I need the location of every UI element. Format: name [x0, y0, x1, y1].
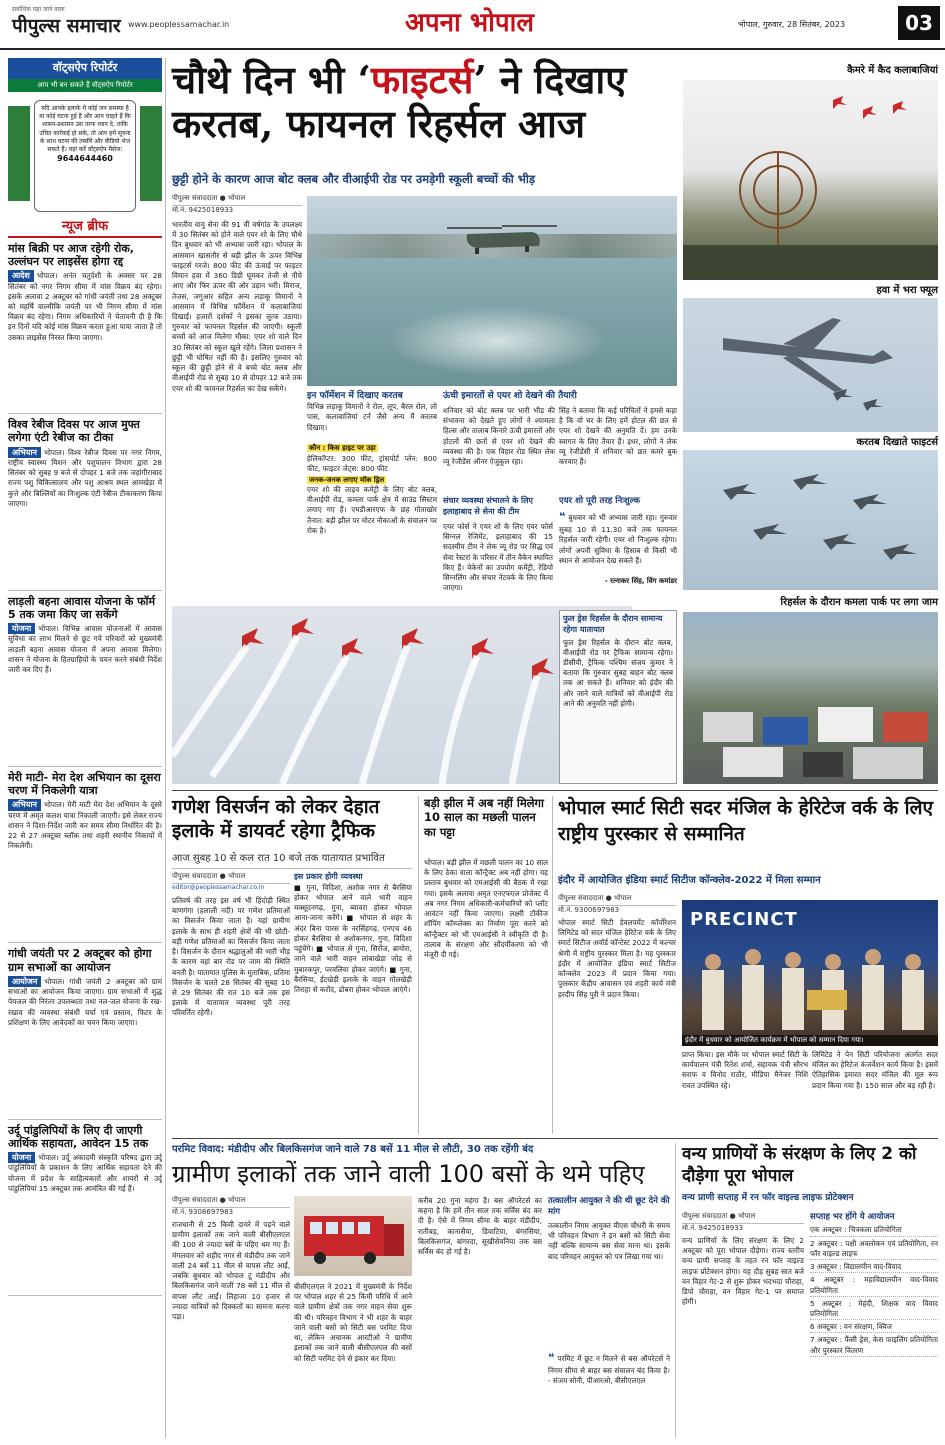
schedule-item: 6 अक्टूबर : वन संरक्षण, क्विज: [810, 1322, 938, 1333]
brief-tag: अभियान: [8, 799, 41, 810]
schedule-item: 5 अक्टूबर : मेहंदी, शिक्षक वाद विवाद प्रतियोगिता: [810, 1299, 938, 1320]
brief-headline: मेरी माटी- मेरा देश अभियान का दूसरा चरण में निकलेगी यात्रा: [8, 770, 161, 798]
wildlife-body: वन्य प्राणियों के लिए संरक्षण के लिए 2 अक्टूबर को पूरा भोपाल दौड़ेगा। राज्य स्तरीय वन्य प्राणी सप्ताह के तहत रन फॉर वाइल्ड लाइफ प्रोटेक्शन होगा। यह दौड़ सुबह सात बजे वन विहार गेट-2 से शुरू होकर भदभदा चौराहा, डिपो चौराहा, वन विहार गेट-1 पर समाप्त होगी।: [682, 1236, 804, 1307]
lead-subhead: छुट्टी होने के कारण आज बोट क्लब और वीआईपी रोड पर उमड़ेगी स्कूली बच्चों की भीड़: [172, 172, 535, 186]
page-number: 03: [898, 6, 940, 40]
smart-subhead: इंदौर में आयोजित इंडिया स्मार्ट सिटीज कॉन्क्लेव-2022 में मिला सम्मान: [558, 875, 821, 886]
brief-headline: उर्दू पांडुलिपियों के लिए दी जाएगी आर्थिक सहायता, आवेदन 15 तक: [8, 1123, 149, 1150]
ganesh-email[interactable]: editor@peoplessamachar.co.in: [172, 884, 265, 892]
brief-headline: लाड़ली बहना आवास योजना के फॉर्म 5 तक जमा किए जा सकेंगे: [8, 594, 156, 621]
wildlife-byline: पीपुल्स संवाददाता ● भोपाल मो.नं. 9425018933: [682, 1212, 804, 1234]
schedule-item: 7 अक्टूबर : फैंसी ड्रेस, केस फाइलिंग प्रतियोगिता और पुरस्कार वितरण: [810, 1335, 938, 1356]
bus-note: ❝ परमिट में छूट न मिलने से बस ऑपरेटर्स ने निगम सीमा से बाहर बस संचालन बंद किया है। - संजय सोनी, पीआरओ, बीसीएलएल: [548, 1351, 670, 1385]
precinct-banner: PRECINCT: [690, 909, 798, 930]
schedule-item: 3 अक्टूबर : विद्यालयीन वाद-विवाद: [810, 1262, 938, 1273]
transport-plane-icon: [683, 298, 938, 432]
smart-body-3: लिमिटेड ने पेन सिटी परियोजना अंतर्गत सदर मंजिल का हेरिटेज कंजर्वेशन कार्य किया है। इसमें ऐतिहासिक इमारत सदर मंजिल की मूल रूप प्रदान किया गया है। 150 साल और बड़ रही है।: [812, 1050, 938, 1090]
dateline: भोपाल, गुरुवार, 28 सितंबर, 2023: [738, 20, 846, 29]
right-caption-top: कैमरे में कैद कलाबाजियां: [847, 65, 938, 76]
traffic-jam-photo: [683, 612, 938, 784]
bus-box: तत्कालीन आयुक्त ने की थी छूट देने की मांग तत्कालीन निगम आयुक्त वीएस चौधरी के समय भी परिवहन विभाग ने इन बसों को सिटी सेवा नहीं बल्कि सामान्य बस सेवा माना था। इसके बाद परिवहन आयुक्त को पत्र लिखा गया था।: [548, 1196, 670, 1261]
ganesh-box: इस प्रकार होगी व्यवस्था ■ गुना, विदिशा, अशोक नगर से बैरसिया होकर भोपाल आने वाले भारी वाहन मक्सूदनगढ़, गुना, ब्यावरा होकर भोपाल आना-जाना करेंगे। ■ भोपाल से शहर के अंदर बिना पारस के नरसिंहगढ़, एनएच 46 होकर बैरसिया से अशोकनगर, गुना, विदिशा पहुंचेंगे। ■ भोपाल से गुना, सिरोंज, ब्रायोरा, जाने वाले भारी वाहन लांबाखेड़ा जोड़ से मुबारकपुर, परवलिया होकर जाएंगे। ■ गुना, बैरसिया, ईटखेड़ी इलाके के वाहन गोलखेड़ी तिराहा से करोंद, ढोबरा होकर भोपाल आएंगे।: [294, 872, 412, 994]
brief-item: [8, 418, 162, 590]
award-photo: [682, 900, 938, 1046]
masthead: [0, 0, 945, 50]
lead-headline: चौथे दिन भी ‘फाइटर्स’ ने दिखाए करतब, फायनल रिहर्सल आज: [172, 57, 627, 146]
wildlife-subhead: वन्य प्राणी सप्ताह में रन फॉर वाइल्ड लाइफ प्रोटेक्शन: [682, 1193, 854, 1203]
smart-headline: भोपाल स्मार्ट सिटी सदर मंजिल के हेरिटेज वर्क के लिए राष्ट्रीय पुरस्कार से सम्मानित: [558, 797, 933, 845]
brief-item: [8, 242, 162, 414]
right-caption-fuel: हवा में भरा फ्यूल: [876, 285, 938, 296]
lake-headline: बड़ी झील में अब नहीं मिलेगा 10 साल का मछली पालन का पट्टा: [424, 796, 544, 839]
brief-body: आदेश भोपाल। अनंत चतुर्दशी के अवसर पर 28 सितंबर को नगर निगम सीमा में मांस विक्रय बंद रहेगा। इसके अलावा 2 अक्टूबर को गांधी जयंती तथा 28 अक्टूबर को महर्षि वाल्मीकि जयंती पर भी निगम सीमा में मांस विक्रय बंद रहेगा। निगम अधिकारियों ने चेतावनी दी है कि इन दिनों यदि कोई मांस विक्रय करता हुआ पाया जाता है तो उसका लाइसेंस निरस्त किया जाएगा।: [8, 271, 162, 342]
brief-item: [8, 771, 162, 943]
ganesh-headline: गणेश विसर्जन को लेकर देहात इलाके में डायवर्ट रहेगा ट्रैफिक: [172, 796, 380, 842]
brand-logo[interactable]: सर्वाधिक पढ़ा जाने वाला पीपुल्स समाचार: [12, 6, 121, 38]
brief-tag: योजना: [8, 1152, 35, 1163]
ganesh-byline: पीपुल्स संवाददाता ● भोपाल editor@peoplessamachar.co.in: [172, 872, 290, 893]
brief-headline: गांधी जयंती पर 2 अक्टूबर को होगा ग्राम सभाओं का आयोजन: [8, 947, 152, 974]
bus-photo: [294, 1196, 412, 1276]
left-sidebar: [8, 58, 162, 1438]
award-photo-caption: इंदौर में बुधवार को आयोजित कार्यक्रम में भोपाल को सम्मान दिया गया।: [682, 1035, 938, 1046]
tower-text-2: सिंह ने बताया कि कई परिचितों ने हमसे कहा है कि वो घर के लिए हमें होटल की छत से एयर शो देखने की अनुमति दें। हम उनके स्वागत के लिए तैयार हैं। इधर, लोगों ने लेक व्यू रेजीडेंसी में शनिवार को छत कमरे बुक करवाए हैं।: [559, 406, 677, 467]
formation-box: इन फॉर्मेशन में दिखाए करतब विभिन्न लड़ाकू विमानों ने रोल, लूप, बैरल रोल, लो पास, कलाबाजियां टर्न जैसे अन्य मैं करतब दिखाए। कौन : किस हाइट पर उड़ा हेलिकॉप्टर: 300 फीट, ट्रांसपोर्ट प्लेन: 800 फीट, फाइटर जेट्स: 800 फीट जनक-जनक लगाए मॉक ड्रिल एयर शो की लाइव कमेंट्री के लिए बोट क्लब, वीआईपी रोड, कमला पार्क क्षेत्र में साउंड सिस्टम लगाए गए हैं। एमडीआरएफ के छह गोताखोर तैनात: बड़ी झील पर मोटर नौकाओं के संचालन पर रोक है।: [307, 391, 437, 535]
crowd-sculpture-photo: [683, 80, 938, 280]
comm-caption: संचार व्यवस्था संभालने के लिए इलाहाबाद से सेना की टीम: [443, 496, 533, 516]
bus-kicker: परमिट विवाद: मंडीदीप और बिलकिसगंज जाने वाले 78 बसें 11 मील से लौटी, 30 तक रहेंगी बंद: [172, 1144, 534, 1155]
wildlife-headline: वन्य प्राणियों के संरक्षण के लिए 2 को दौड़ेगा पूरा भोपाल: [682, 1144, 917, 1187]
tower-text: शनिवार को बोट क्लब पर भारी भीड़ की संभावना को देखते हुए लोगों ने श्यामला हिल्स और तालाब किनारे ऊंची इमारतों और होटलों की छतों से एयर शो देखने की व्यवस्था की है। एक विहार रोड स्थित लेक व्यू रेजीडेंस ऑनर ऐजुकूल रहा।: [443, 406, 555, 467]
section-title: अपना भोपाल: [405, 8, 534, 38]
right-caption-fighters: करतब दिखाते फाइटर्स: [856, 437, 938, 448]
whatsapp-subtitle: आप भी बन सकते हैं वॉट्सऐप रिपोर्टर: [8, 79, 162, 92]
tower-caption: ऊंची इमारतों से एयर शो देखने की तैयारी: [443, 391, 577, 401]
bus-body-3: करीब 20 गुना महंगा है। बस ऑपरेटर्स का कहना है कि हमें तीन साल तक सर्विस बंद कर दी है। ऐसे में निगम सीमा के बाहर मंडीदीप, रातीबड़, कानासैया, डिवाटिया, बंगरसिया, बिलकिसगंज, बांगरदा, सूखीसेवनिया तक बस सर्विस बंद हो गई है।: [418, 1196, 542, 1257]
quote-box: एयर शो पूरी तरह निःशुल्क ❝ बुधवार को भी अभ्यास जारी रहा। गुरुवार सुबह 10 से 11.30 बजे तक फायनल रिहर्सल जारी रहेगी। एयर शो निःशुल्क रहेगा। लोगों अपनी सुविधा के हिसाब से किसी भी स्थान से आयोजन देख सकते हैं। - रत्नाकर सिंह, विंग कमांडर: [559, 496, 677, 586]
brief-body: आयोजन भोपाल। गांधी जयंती 2 अक्टूबर को ग्राम सभाओं का आयोजन किया जाएगा। ग्राम सभाओं में शुद्ध पेयजल की निरंतर उपलब्धता तथा नल-जल योजना के रख-रखाव की व्यवस्था संबंधी चर्चा एवं प्रस्ताव, फिटर के प्रशिक्षण के लिए आवेदकों का चयन किया जाएगा।: [8, 976, 162, 1027]
bus-byline: पीपुल्स संवाददाता ● भोपाल मो.नं. 9308697983: [172, 1196, 290, 1218]
helicopter-icon: [447, 224, 557, 260]
fighters-photo: [683, 450, 938, 590]
smart-body-2: प्राप्त किया। इस मौके पर भोपाल स्मार्ट सिटी के कार्यपालन यंत्री रितेश शर्मा, सहायक यंत्री सौरभ सराफ व विनोद राठौर, मीडिया मैनेजर निशि रावत उपस्थित रहे।: [682, 1050, 808, 1090]
refuel-photo: [683, 298, 938, 432]
schedule-item: 2 अक्टूबर : पक्षी अवलोकन एवं प्रतियोगिता, रन फॉर वाइल्ड लाइफ: [810, 1239, 938, 1260]
traffic-box: फुल ड्रेस रिहर्सल के दौरान सामान्य रहेगा यातायात फुल ड्रेस रिहर्सल के दौरान बोट क्लब, वीआईपी रोड पर ट्रैफिक सामान्य रहेगा। डीसीपी, ट्रैफिक पश्चिम संजय कुमार ने बताया कि गुरुवार सुबह बाहन बोट क्लब तक आ सकते हैं। शनिवार को इंदौर की ओर जाने वाले यात्रियों को वीआईपी रोड आने की अनुमति नहीं होगी।: [559, 610, 677, 784]
brief-body: योजना भोपाल। विभिन्न आवास योजनाओं में आवास सुविधा का लाभ मिलने से छूट गये परिवारों को मुख्यमंत्री लाड़ली बहना आवास योजना में अपना आवास मिलेगा। शासन ने योजना के हितग्राहियों के चयन करने संबंधी निर्देश जारी कर दिए हैं।: [8, 623, 162, 674]
whatsapp-number[interactable]: 9644644460: [57, 153, 113, 163]
people-icon: [682, 940, 938, 1040]
brief-body: अभियान भोपाल। विश्व रेबीज दिवस पर नगर निगम, राष्ट्रीय स्वास्थ्य मिशन और पशुपालन विभाग द्वारा 28 सितंबर को सुबह 9 बजे से दोपहर 1 बजे तक जहांगीराबाद राज्य पशु चिकित्सालय और पशु आश्रय स्थल आमखेड़ा में कुत्ते और बिल्लियों का निःशुल्क एंटी रेबीज टीकाकरण किया जाएगा।: [8, 447, 162, 508]
brief-headline: विश्व रेबीज दिवस पर आज मुफ्त लगेगा एंटी रेबीज का टीका: [8, 418, 140, 445]
brief-item: [8, 595, 162, 767]
brief-body: अभियान भोपाल। मेरी माटी मेरा देश अभियान के दूसरे चरण में अमृत कलश यात्रा निकाली जाएगी। इसे लेकर राज्य शासन ने दिशा-निर्देश जारी कर समय सीमा निर्धारित की है। 22 से 27 अक्टूबर ब्लॉक तथा शहरी स्थानीय निकायों में निकलेगी।: [8, 800, 162, 851]
news-brief-title: न्यूज ब्रीफ: [8, 218, 162, 238]
bus-icon: [294, 1196, 412, 1276]
brief-tag: योजना: [8, 623, 35, 634]
lead-byline-box: पीपुल्स संवाददाता ● भोपाल मो.नं. 9425018933: [172, 194, 302, 216]
website-link[interactable]: www.peoplessamachar.in: [128, 20, 230, 29]
fighter-jets-icon: [683, 450, 938, 590]
brief-item: [8, 947, 162, 1119]
note-quote-icon: ❝: [548, 1351, 555, 1364]
brief-item: [8, 1124, 162, 1296]
whatsapp-title: वॉट्सऐप रिपोर्टर: [8, 58, 162, 79]
whatsapp-note: यदि आपके इलाके में कोई जन समस्या है या कोई घटना हुई है और आप चाहते हैं कि शासन-प्रशासन उस तरफ ध्यान दे, ताकि उचित कार्रवाई हो सके, तो आप हमें सूचना के साथ घटना की तस्वीरें और वीडियो भेज सकते हैं। यहां करें वॉट्सऐप मैसेज: 9644644460: [34, 100, 136, 212]
brief-tag: आयोजन: [8, 976, 41, 987]
brief-tag: आदेश: [8, 270, 34, 281]
whatsapp-box: [8, 96, 162, 216]
wildlife-schedule: सप्ताह भर होंगे ये आयोजन एक अक्टूबर : चित्रकला प्रतियोगिता 2 अक्टूबर : पक्षी अवलोकन एवं प्रतियोगिता, रन फॉर वाइल्ड लाइफ 3 अक्टूबर : विद्यालयीन वाद-विवाद 4 अक्टूबर : महाविद्यालयीन वाद-विवाद प्रतियोगिता 5 अक्टूबर : मेहंदी, शिक्षक वाद विवाद प्रतियोगिता 6 अक्टूबर : वन संरक्षण, क्विज 7 अक्टूबर : फैंसी ड्रेस, केस फाइलिंग प्रतियोगिता और पुरस्कार वितरण: [810, 1212, 938, 1438]
smart-byline: पीपुल्स संवाददाता ● भोपाल मो.नं. 9300697983: [558, 894, 676, 916]
bus-headline: ग्रामीण इलाकों तक जाने वाली 100 बसों के थमे पहिए: [172, 1160, 645, 1188]
news-brief-list: [8, 242, 162, 1296]
quote-icon: ❝: [559, 510, 566, 524]
smart-body: भोपाल स्मार्ट सिटी डेवलपमेंट कॉर्पोरेशन लिमिटेड को सदर मंजिल हेरिटेज वर्क के लिए स्मार्ट सिटीज अवॉर्ड कॉन्टेस्ट 2022 में कल्चर श्रेणी में राष्ट्रीय पुरस्कार मिला है। यह पुरस्कार इंदौर में आयोजित इंडिया स्मार्ट सिटीज कॉन्क्लेव 2023 में प्रदान किया गया। पुरस्कार केंद्रीय आवासन एवं शहरी कार्य मंत्री हरदीप सिंह पुरी ने प्रदान किया।: [558, 918, 676, 999]
phone-left-icon: [8, 106, 30, 201]
comm-text: एयर फोर्स ने एयर शो के लिए एयर फोर्स सिग्नल रेजिमेंट, इलाहाबाद की 15 सदस्यीय टीम ने लेक व्यू रोड पर सिद्ध एवं सेवा रेस्टरां के परिसर में तीन वैकेन स्थापित किए हैं। वेकेनों का उपयोग कमेंट्री, रेडियो सिग्नलिंग और संचार नेटवर्क के लिए किया जाएगा।: [443, 522, 553, 593]
phone-right-icon: [140, 106, 162, 201]
bus-body-2: बीसीएलएल ने 2021 में मुख्यमंत्री के निर्देश पर भोपाल शहर से 25 किमी परिधि में आने वाले ग्रामीण क्षेत्रों तक नगर वाहन सेवा शुरू की थी। परिवहन विभाग ने भी शहर के बाहर जाने वाली बसों को सिटी बस परमिट दिया था, लेकिन अचानक आरटीओ ने ग्रामीण इलाकों तक जाने वाली बीसीएलएल की बसों को सिटी परमिट देने से इंकार कर दिया।: [294, 1282, 412, 1363]
ganesh-subhead: आज सुबह 10 से कल रात 10 बजे तक यातायात प्रभावित: [172, 852, 412, 869]
lake-body: भोपाल। बड़ी झील में मछली पालन का 10 साल के लिए ठेका वाला कॉन्ट्रैक्ट अब नहीं होगा। यह प्रस्ताव बुधवार को एमआईसी की बैठक में रखा गया। इसके अलावा अमृत एनएफएल प्रोजेक्ट में अब नगर निगम अधिकारी-कर्मचारियों को प्लॉट आवंटन नहीं किया जाएगा। लक्ष्मी टॉकीज शॉपिंग कॉम्प्लेक्स का निर्माण पूरा करने को कॉन्ट्रैक्टर को भी एमआईसी ने स्वीकृति दी है। तालाब के संरक्षण और सौंदर्यीकरण को भी मंजूरी दी गई।: [424, 858, 548, 959]
brief-tag: अभियान: [8, 447, 41, 458]
brief-headline: मांस बिक्री पर आज रहेगी रोक, उल्लंघन पर लाइसेंस होगा रद्द: [8, 241, 134, 269]
lake-helicopter-photo: [307, 196, 677, 386]
schedule-item: 4 अक्टूबर : महाविद्यालयीन वाद-विवाद प्रतियोगिता: [810, 1275, 938, 1296]
bus-body: राजधानी से 25 किमी दायरे में पड़ने वाले ग्रामीण इलाकों तक जाने वाली बीसीएलएल की 100 से ज्यादा बसें के पहिए थम गए हैं। मंगलवार को शहीद नगर से मंडीदीप तक जाने वाली 24 बसें 11 मील से वापस लौट आईं, जबकि बुधवार को भोपाल टू मंडीदीप और बिलकिसगंज जाने वाली 78 बसें 11 मील से वापस लौट आईं। लिहाजा 10 हजार से ज्यादा यात्रियों को दिक्कतों का सामना करना पड़ा।: [172, 1220, 290, 1321]
schedule-item: एक अक्टूबर : चित्रकला प्रतियोगिता: [810, 1225, 938, 1236]
jam-caption: रिहर्सल के दौरान कमला पार्क पर लगा जाम: [780, 597, 938, 608]
brief-body: योजना भोपाल। उर्दू अकादमी संस्कृति परिषद द्वारा उर्दू पांडुलिपियों के प्रकाशन के लिए आर्थिक सहायता देने की योजना में प्रदेश के साहित्यकारों और शायरों से उर्दू पांडुलिपियां 15 अक्टूबर तक आमंत्रित की गई हैं।: [8, 1153, 162, 1193]
ganesh-body: प्रतिवर्ष की तरह इस वर्ष भी हिंदोड़ी स्थित बाणगंगा (हलाली नदी) पर गणेश प्रतिमाओं का विसर्जन किया जाता है। यहां ग्रामीण इलाके के साथ ही शहरी क्षेत्रों की भी छोटी-बड़ी गणेश प्रतिमाओं का विसर्जन किया जाता है। विसर्जन के दौरान श्रद्धालुओं की भारी भीड़ के कारण वहां बार रोड पर जाम की स्थिति बनती है। यातायात पुलिस के मुताबिक, प्रतिमा विसर्जन के चलते 28 सितंबर की सुबह 10 से 29 सितंबर की रात 10 बजे तक इस इलाके में यातायात व्यवस्था पूरी तरह परिवर्तित रहेगी।: [172, 896, 290, 1018]
lead-body: भारतीय वायु सेना की 91 वीं वर्षगांठ के उपलक्ष्य में 30 सितंबर को होने वाले एयर शो के लिए चौथे दिन बुधवार को भी अभ्यास जारी रहा। भोपाल के आसमान खासतौर से बड़ी झील के ऊपर विभिन्न फाइटर्स गरजे। 800 फीट की ऊंचाई पर फाइटर विमान हवा में 360 डिग्री घूमकर तेजी से नीचे आए और फिर ऊपर की ओर उड़ान भरी। मिराज, तेजस, जगुआर सहित अन्य लड़ाकू विमानों ने आसमान में विभिन्न फॉर्मेशन में कलाबाजियां दिखाईं। हजारों दर्शकों ने इसका लुत्फ उठाया। गुरुवार को फायनल रिहर्सल की जाएगी। स्कूली बच्चों को आज मिलेगा मौका: एयर शो वाले दिन 30 सितंबर को स्कूल खुले रहेंगे। जिला प्रशासन ने छुट्टी भी घोषित नहीं की है। इसलिए गुरुवार को स्कूल की छुट्टी होने से वे बच्चे बोट क्लब और वीआईपी रोड से सुबह 10 से दोपहर 12 बजे तक एयर शो की फायनल रिहर्सल का देख सकेंगे।: [172, 220, 302, 393]
